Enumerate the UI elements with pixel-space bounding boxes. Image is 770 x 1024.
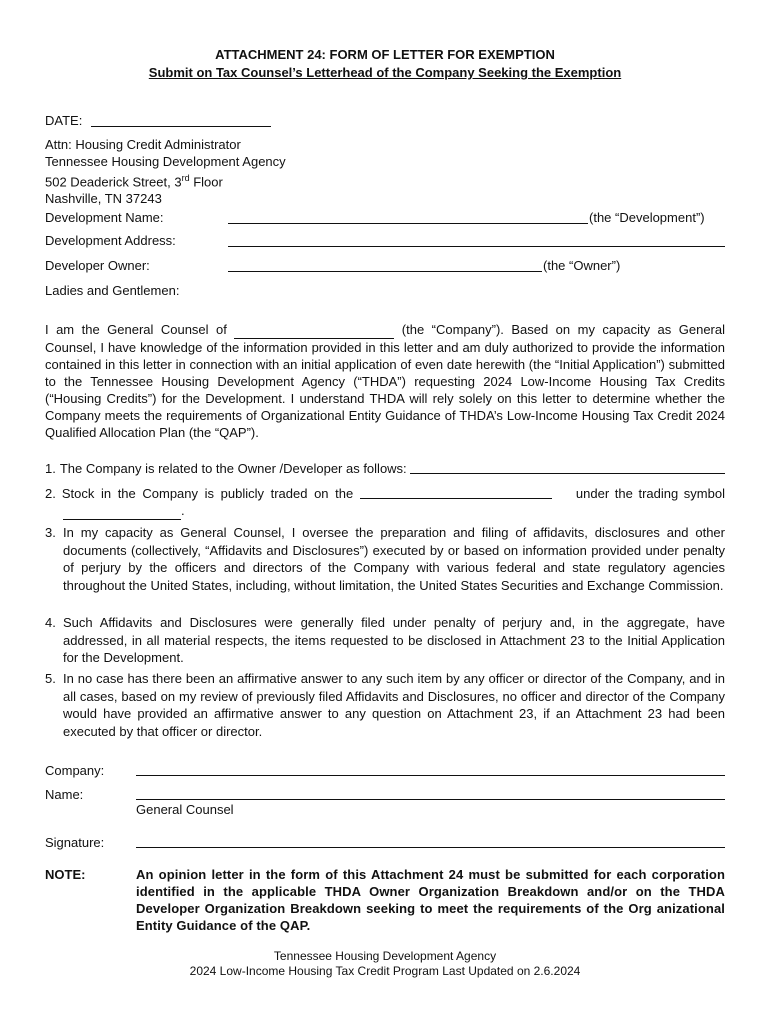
document-subtitle: Submit on Tax Counsel’s Letterhead of the Company Seeking the Exemption	[148, 65, 622, 80]
developer-owner-label: Developer Owner:	[45, 258, 150, 273]
item-3: 3. In my capacity as General Counsel, I oversee the preparation and filing of affidavits, disclosures and other documents (collectively, “Affidavits and Disclosures”) executed by or based on information provided under penalty of perjury by the officers and directors of the Company with various federal and state regulatory agencies throughout the United States, including, without limitation, the United States Securities and Exchange Commission.	[45, 525, 725, 593]
exchange-blank[interactable]	[360, 485, 552, 499]
item-4: 4. Such Affidavits and Disclosures were generally filed under penalty of perjury and, in the aggregate, have addressed, in all material respects, the items requested to be disclosed in Attachment 23 to the Initial Application for the Development.	[45, 615, 725, 665]
note-label: NOTE:	[45, 867, 86, 882]
item-1: 1. The Company is related to the Owner /Developer as follows:	[45, 460, 725, 477]
development-name-suffix: (the “Development”)	[589, 210, 705, 225]
developer-owner-blank[interactable]	[228, 271, 542, 272]
address-agency: Tennessee Housing Development Agency	[45, 154, 286, 169]
intro-paragraph: I am the General Counsel of (the “Company”). Based on my capacity as General Counsel, I have knowledge of the information provided in this letter and am duly authorized to provide the information contained in this letter in connection with an initial application of even date herewith (the “Initial Application”) submitted to the Tennessee Housing Development Agency (“THDA”) requesting 2024 Low-Income Housing Tax Credits (“Housing Credits”) for the Development. I understand THDA will rely solely on this letter to determine whether the Company meets the requirements of Organizational Entity Guidance of THDA’s Low-Income Housing Tax Credit 2024 Qualified Allocation Plan (the “QAP”).	[45, 322, 726, 440]
footer-program: 2024 Low-Income Housing Tax Credit Program Last Updated on 2.6.2024	[189, 964, 581, 978]
company-label: Company:	[45, 763, 105, 778]
trading-symbol-blank[interactable]	[63, 502, 181, 520]
date-row	[45, 112, 82, 129]
company-blank[interactable]	[136, 775, 725, 776]
document-title: ATTACHMENT 24: FORM OF LETTER FOR EXEMPTION	[215, 47, 555, 62]
signature-blank[interactable]	[136, 847, 725, 848]
note-text: An opinion letter in the form of this Attachment 24 must be submitted for each corporation identified in the applicable THDA Owner Organization Breakdown and/or on the THDA Developer Organization Breakdown seeking to meet the requirements of the Org anizational Entity Guidance of the QAP.	[136, 867, 725, 933]
development-address-blank[interactable]	[228, 246, 725, 247]
signature-label: Signature:	[45, 835, 105, 850]
date-blank[interactable]	[91, 126, 271, 127]
name-label: Name:	[45, 787, 84, 802]
development-name-blank[interactable]	[228, 223, 588, 224]
name-blank[interactable]	[136, 799, 725, 800]
item-5: 5. In no case has there been an affirmative answer to any such item by any officer or director of the Company, and in all cases, based on my review of previously filed Affidavits and Disclosures, no officer and director of the Company would have provided an affirmative answer to any question on Attachment 23, if an Attachment 23 had been executed by that officer or director.	[45, 671, 725, 739]
address-street: 502 Deaderick Street, 3rd Floor	[45, 173, 223, 190]
company-name-blank[interactable]	[234, 321, 394, 339]
address-block	[45, 136, 286, 207]
salutation: Ladies and Gentlemen:	[45, 283, 180, 298]
item-2: 2. Stock in the Company is publicly traded on the under the trading symbol .	[45, 486, 725, 518]
general-counsel-caption: General Counsel	[136, 802, 234, 817]
address-city: Nashville, TN 37243	[45, 191, 162, 207]
development-address-label: Development Address:	[45, 233, 176, 248]
footer-agency: Tennessee Housing Development Agency	[273, 949, 497, 963]
relationship-blank[interactable]	[410, 460, 725, 474]
date-label: DATE:	[45, 113, 83, 128]
development-name-label: Development Name:	[45, 210, 164, 225]
address-attn: Attn: Housing Credit Administrator	[45, 137, 241, 152]
developer-owner-suffix: (the “Owner”)	[543, 258, 621, 273]
